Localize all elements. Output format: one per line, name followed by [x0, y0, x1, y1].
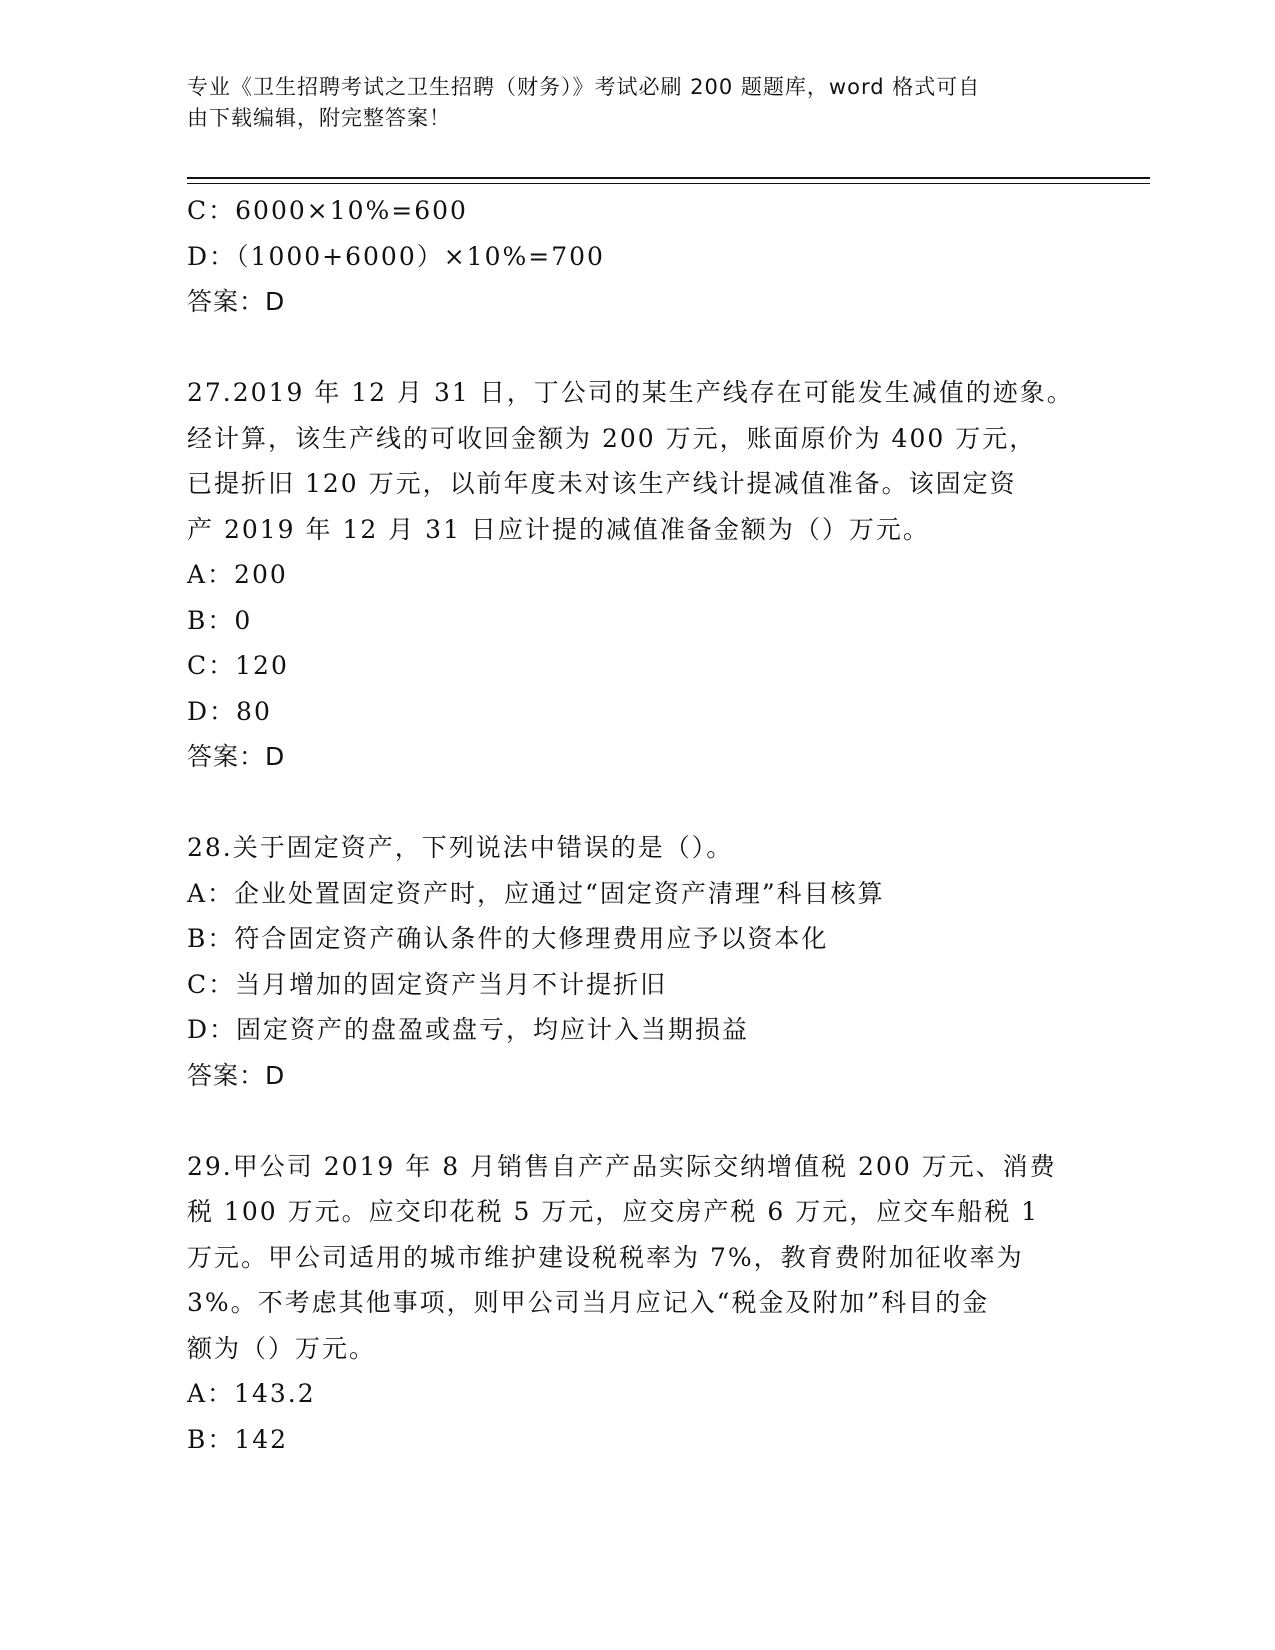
question-stem-line: 3%。不考虑其他事项，则甲公司当月应记入“税金及附加”科目的金 — [187, 1288, 990, 1317]
question-27 — [187, 370, 1087, 780]
spacer — [187, 780, 1087, 826]
option-c: C：120 — [187, 651, 289, 680]
document-header — [187, 72, 1067, 134]
option-d: D：（1000+6000）×10%=700 — [187, 241, 605, 271]
answer-line: 答案：D — [187, 742, 286, 771]
question-stem-line: 税 100 万元。应交印花税 5 万元，应交房产税 6 万元，应交车船税 1 — [187, 1197, 1040, 1226]
answer-line: 答案：D — [187, 1060, 286, 1090]
question-stem-line: 已提折旧 120 万元，以前年度未对该生产线计提减值准备。该固定资 — [187, 469, 1017, 498]
question-29 — [187, 1144, 1087, 1463]
header-divider-thin — [187, 183, 1150, 184]
previous-question-tail — [187, 188, 1087, 325]
question-stem-line: 经计算，该生产线的可收回金额为 200 万元，账面原价为 400 万元， — [187, 423, 1037, 453]
question-stem-line: 额为（）万元。 — [187, 1333, 377, 1363]
option-a: A：143.2 — [187, 1379, 316, 1408]
option-d: D：固定资产的盘盈或盘亏，均应计入当期损益 — [187, 1015, 750, 1044]
question-stem-line: 27.2019 年 12 月 31 日，丁公司的某生产线存在可能发生减值的迹象。 — [187, 378, 1074, 407]
spacer — [187, 325, 1087, 371]
header-line-2: 由下载编辑，附完整答案！ — [187, 106, 451, 130]
option-a: A：企业处置固定资产时，应通过“固定资产清理”科目核算 — [187, 878, 885, 908]
question-28 — [187, 825, 1087, 1098]
answer-line: 答案：D — [187, 287, 286, 316]
option-c: C：当月增加的固定资产当月不计提折旧 — [187, 969, 668, 999]
question-stem-line: 28.关于固定资产，下列说法中错误的是（）。 — [187, 833, 734, 862]
question-stem-line: 29.甲公司 2019 年 8 月销售自产产品实际交纳增值税 200 万元、消费 — [187, 1151, 1057, 1181]
option-b: B：142 — [187, 1424, 289, 1454]
question-stem-line: 产 2019 年 12 月 31 日应计提的减值准备金额为（）万元。 — [187, 514, 930, 544]
document-body — [187, 188, 1087, 1462]
header-divider-thick — [187, 177, 1150, 179]
option-b: B：0 — [187, 605, 253, 635]
option-a: A：200 — [187, 560, 288, 589]
option-b: B：符合固定资产确认条件的大修理费用应予以资本化 — [187, 924, 829, 953]
option-c: C：6000×10%=600 — [187, 196, 468, 225]
option-d: D：80 — [187, 696, 272, 726]
spacer — [187, 1098, 1087, 1144]
question-stem-line: 万元。甲公司适用的城市维护建设税税率为 7%，教育费附加征收率为 — [187, 1242, 1024, 1272]
header-line-1: 专业《卫生招聘考试之卫生招聘（财务）》考试必刷 200 题题库，word 格式可自 — [187, 75, 981, 99]
